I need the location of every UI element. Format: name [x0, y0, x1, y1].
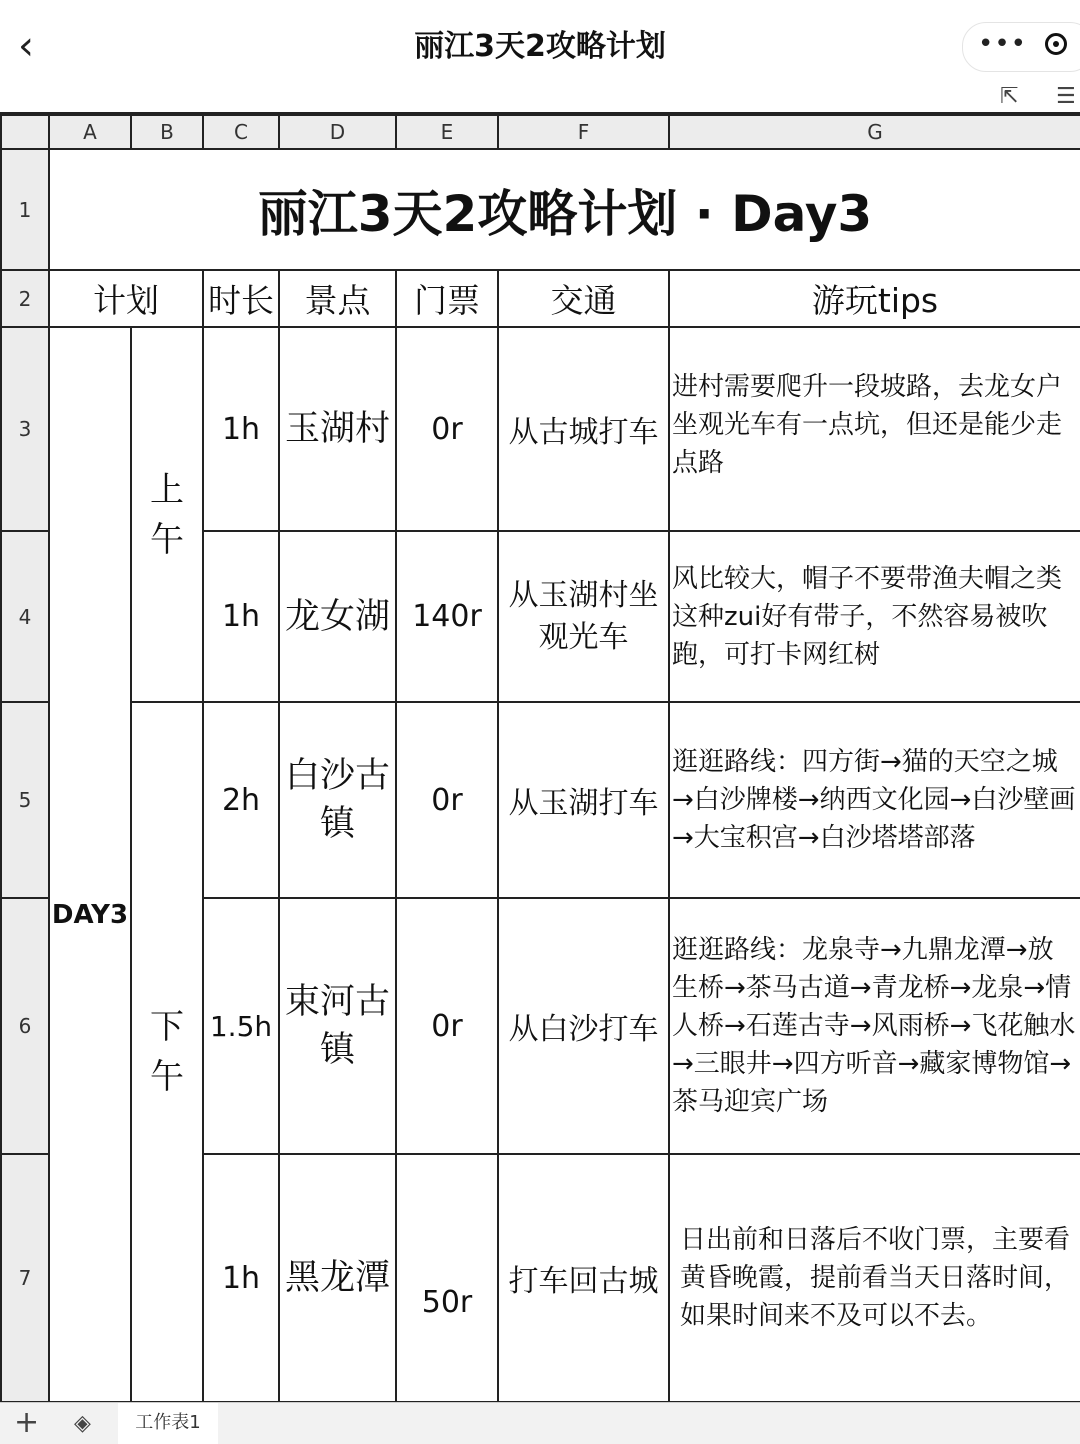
top-nav-bar [0, 0, 1080, 112]
afternoon-cell[interactable] [131, 702, 203, 1402]
layers-icon[interactable]: ◈ [74, 1411, 91, 1436]
column-header-c[interactable]: C [203, 115, 279, 149]
morning-label: 上午 [150, 469, 184, 560]
spot-cell[interactable]: 黑龙潭 [279, 1154, 396, 1402]
plus-icon[interactable]: + [14, 1405, 40, 1440]
row-header-6[interactable]: 6 [1, 898, 49, 1154]
tips-cell[interactable]: 逛逛路线：龙泉寺→九鼎龙潭→放生桥→茶马古道→青龙桥→龙泉→情人桥→石莲古寺→风雨桥→飞花触水→三眼井→四方听音→藏家博物馆→茶马迎宾广场 [669, 898, 1080, 1154]
more-dots-icon[interactable]: ••• [978, 29, 1028, 59]
transport-cell[interactable]: 从玉湖村坐观光车 [498, 531, 669, 702]
share-open-icon[interactable]: ⇱ [1000, 84, 1019, 109]
row-header-4[interactable]: 4 [1, 531, 49, 702]
row-header-5[interactable]: 5 [1, 702, 49, 898]
tips-cell[interactable]: 日出前和日落后不收门票，主要看黄昏晚霞，提前看当天日落时间，如果时间来不及可以不去。 [669, 1154, 1080, 1402]
tips-cell[interactable]: 进村需要爬升一段坡路，去龙女户坐观光车有一点坑，但还是能少走点路 [669, 327, 1080, 531]
sheet-tab[interactable]: 工作表1 [118, 1403, 218, 1444]
transport-cell[interactable]: 打车回古城 [498, 1154, 669, 1402]
sheet-title-cell[interactable]: 丽江3天2攻略计划 · Day3 [49, 149, 1080, 270]
spreadsheet-grid [0, 112, 1080, 1404]
ticket-cell[interactable]: 0r [396, 702, 498, 898]
column-header-b[interactable]: B [131, 115, 203, 149]
spot-cell[interactable]: 束河古镇 [279, 898, 396, 1154]
row-header-2[interactable]: 2 [1, 270, 49, 327]
header-tips[interactable]: 游玩tips [669, 270, 1080, 327]
header-spot[interactable]: 景点 [279, 270, 396, 327]
spot-cell[interactable]: 龙女湖 [279, 531, 396, 702]
tips-cell[interactable]: 风比较大，帽子不要带渔夫帽之类这种zui好有带子，不然容易被吹跑，可打卡网红树 [669, 531, 1080, 702]
afternoon-label: 下午 [150, 1007, 184, 1097]
sheet-tab-bar [0, 1402, 1080, 1444]
column-header-f[interactable]: F [498, 115, 669, 149]
column-header-d[interactable]: D [279, 115, 396, 149]
column-header-g[interactable]: G [669, 115, 1080, 149]
duration-cell[interactable]: 1.5h [203, 898, 279, 1154]
row-header-1[interactable]: 1 [1, 149, 49, 270]
header-ticket[interactable]: 门票 [396, 270, 498, 327]
morning-cell[interactable] [131, 327, 203, 702]
record-circle-icon[interactable] [1045, 33, 1067, 55]
menu-lines-icon[interactable]: ☰ [1056, 86, 1076, 108]
header-duration[interactable]: 时长 [203, 270, 279, 327]
ticket-cell[interactable]: 140r [396, 531, 498, 702]
column-header-a[interactable]: A [49, 115, 131, 149]
transport-cell[interactable]: 从白沙打车 [498, 898, 669, 1154]
corner-cell[interactable] [1, 115, 49, 149]
ticket-cell[interactable]: 0r [396, 327, 498, 531]
tips-cell[interactable]: 逛逛路线：四方街→猫的天空之城→白沙牌楼→纳西文化园→白沙壁画→大宝积宫→白沙塔塔部落 [669, 702, 1080, 898]
page-title: 丽江3天2攻略计划 [414, 29, 666, 64]
spot-cell[interactable]: 白沙古镇 [279, 702, 396, 898]
day-label-cell[interactable]: DAY3 [49, 327, 131, 1402]
duration-cell[interactable]: 1h [203, 531, 279, 702]
transport-cell[interactable]: 从玉湖打车 [498, 702, 669, 898]
chevron-left-icon[interactable]: ‹ [18, 23, 34, 69]
spot-cell[interactable]: 玉湖村 [279, 327, 396, 531]
column-header-e[interactable]: E [396, 115, 498, 149]
ticket-cell[interactable]: 50r [396, 1154, 498, 1402]
transport-cell[interactable]: 从古城打车 [498, 327, 669, 531]
duration-cell[interactable]: 1h [203, 327, 279, 531]
header-plan[interactable]: 计划 [49, 270, 203, 327]
ticket-cell[interactable]: 0r [396, 898, 498, 1154]
row-header-7[interactable]: 7 [1, 1154, 49, 1402]
duration-cell[interactable]: 1h [203, 1154, 279, 1402]
header-transport[interactable]: 交通 [498, 270, 669, 327]
row-header-3[interactable]: 3 [1, 327, 49, 531]
duration-cell[interactable]: 2h [203, 702, 279, 898]
